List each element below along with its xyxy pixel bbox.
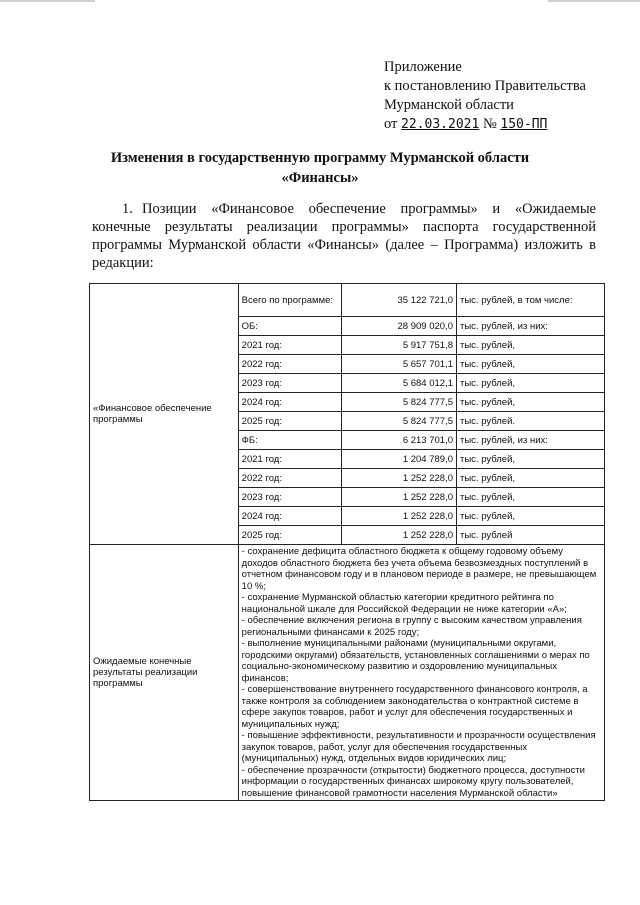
title-line-1: Изменения в государственную программу Мурманской области: [110, 150, 530, 166]
row-unit: тыс. рублей.: [457, 412, 605, 431]
date-prefix: от: [384, 116, 398, 132]
financing-section: [90, 284, 605, 545]
row-label: 2023 год:: [238, 488, 342, 507]
row-unit: тыс. рублей,: [457, 355, 605, 374]
resolution-number: 150-ПП: [500, 117, 548, 132]
row-unit: тыс. рублей: [457, 526, 605, 545]
row-amount: 1 252 228,0: [342, 488, 457, 507]
row-label: 2023 год:: [238, 374, 342, 393]
result-item: - сохранение Мурманской областью категории кредитного рейтинга по национальной шкале для Российской Федерации не ниже категории «А»;: [241, 592, 567, 615]
row-label: 2024 год:: [238, 507, 342, 526]
appendix-date-line: [384, 115, 586, 134]
row-unit: тыс. рублей,: [457, 450, 605, 469]
row-amount: 5 917 751,8: [342, 336, 457, 355]
appendix-line-3: Мурманской области: [384, 97, 514, 113]
row-amount: 6 213 701,0: [342, 431, 457, 450]
appendix-line-1: Приложение: [384, 59, 462, 75]
row-amount: 1 252 228,0: [342, 507, 457, 526]
row-amount: 5 824 777,5: [342, 412, 457, 431]
row-unit: тыс. рублей,: [457, 336, 605, 355]
appendix-line-2: к постановлению Правительства: [384, 78, 586, 94]
row-unit: тыс. рублей,: [457, 469, 605, 488]
row-label: 2021 год:: [238, 336, 342, 355]
passport-table: [89, 283, 605, 801]
document-title: [0, 148, 640, 188]
row-label: ОБ:: [238, 317, 342, 336]
row-unit: тыс. рублей,: [457, 488, 605, 507]
row-amount: 35 122 721,0: [342, 284, 457, 317]
row-unit: тыс. рублей, из них:: [457, 317, 605, 336]
result-item: - обеспечение включения региона в группу с высоким качеством управления региональными финансами к 2025 году;: [241, 615, 582, 638]
row-amount: 5 657 701,1: [342, 355, 457, 374]
row-unit: тыс. рублей,: [457, 374, 605, 393]
row-unit: тыс. рублей, из них:: [457, 431, 605, 450]
row-label: Всего по программе:: [238, 284, 342, 317]
result-item: - совершенствование внутреннего государственного финансового контроля, а также контроля за соблюдением законодательства о контрактной системе в сфере закупок товаров, работ и услуг для обеспечения государственных и муниципальных нужд;: [241, 684, 588, 730]
results-label: Ожидаемые конечные результаты реализации программы: [90, 545, 239, 801]
row-label: 2021 год:: [238, 450, 342, 469]
result-item: - повышение эффективности, результативности и прозрачности осуществления закупок товаров, работ, услуг для обеспечения государственных (муниципальных) нужд, отдельных видов юридических лиц;: [241, 730, 596, 764]
financing-row: [90, 284, 605, 317]
number-prefix: №: [482, 116, 497, 132]
row-amount: 5 684 012,1: [342, 374, 457, 393]
row-amount: 1 204 789,0: [342, 450, 457, 469]
intro-number: 1.: [122, 201, 133, 217]
results-section: [90, 545, 605, 801]
row-label: 2025 год:: [238, 412, 342, 431]
result-item: - обеспечение прозрачности (открытости) бюджетного процесса, доступности информации о государственных финансах широкому кругу пользователей, повышение финансовой грамотности населения Мурманской области»: [241, 764, 585, 799]
result-item: - выполнение муниципальными районами (муниципальными округами, городскими округами) обязательств, установленных соглашениями о мерах по социально-экономическому развитию и оздоровлению муниципальных финансов;: [241, 638, 590, 684]
row-unit: тыс. рублей,: [457, 393, 605, 412]
result-item: - сохранение дефицита областного бюджета к общему годовому объему доходов областного бюджета без учета объема безвозмездных поступлений в отчетном финансовом году и в плановом периоде в размере, не превышающем 10 %;: [241, 546, 597, 592]
scan-edge-right: [548, 0, 640, 2]
row-amount: 1 252 228,0: [342, 526, 457, 545]
row-label: 2022 год:: [238, 355, 342, 374]
row-label: 2024 год:: [238, 393, 342, 412]
row-label: 2022 год:: [238, 469, 342, 488]
row-amount: 5 824 777,5: [342, 393, 457, 412]
row-amount: 28 909 020,0: [342, 317, 457, 336]
financing-label: «Финансовое обеспечение программы: [90, 284, 239, 545]
row-unit: тыс. рублей,: [457, 507, 605, 526]
results-row: [90, 545, 605, 801]
scan-edge-left: [0, 0, 95, 2]
row-unit: тыс. рублей, в том числе:: [457, 284, 605, 317]
title-line-2: «Финансы»: [281, 170, 359, 186]
row-amount: 1 252 228,0: [342, 469, 457, 488]
row-label: ФБ:: [238, 431, 342, 450]
intro-paragraph: [92, 200, 596, 272]
row-label: 2025 год:: [238, 526, 342, 545]
resolution-date: 22.03.2021: [401, 117, 480, 132]
results-cell: [238, 545, 604, 801]
intro-text: Позиции «Финансовое обеспечение программы» и «Ожидаемые конечные результаты реализации программы» паспорта государственной программы Мурманской области «Финансы» (далее – Программа) изложить в редакции:: [92, 201, 596, 271]
appendix-block: [384, 58, 586, 134]
